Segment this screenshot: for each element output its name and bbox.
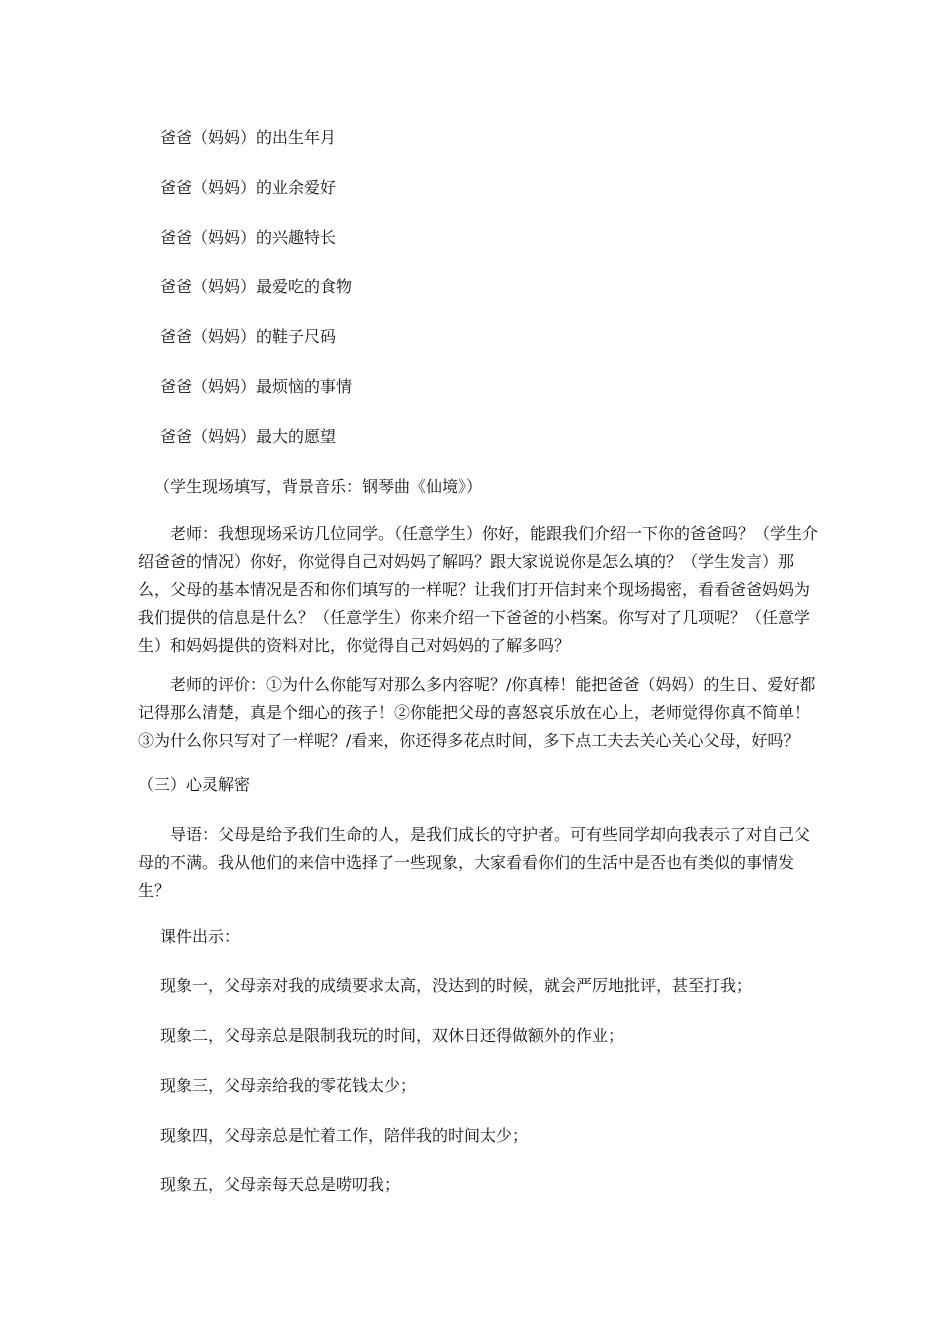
courseware-label: 课件出示： bbox=[160, 927, 241, 946]
profile-item: 爸爸（妈妈）的兴趣特长 bbox=[160, 228, 337, 247]
profile-item: 爸爸（妈妈）的业余爱好 bbox=[160, 178, 337, 197]
profile-item: 爸爸（妈妈）最烦恼的事情 bbox=[160, 377, 353, 396]
phenomenon-item: 现象五，父母亲每天总是唠叨我； bbox=[160, 1175, 401, 1194]
phenomenon-item: 现象一，父母亲对我的成绩要求太高，没达到的时候，就会严厉地批评，甚至打我； bbox=[160, 976, 753, 995]
profile-item: 爸爸（妈妈）最爱吃的食物 bbox=[160, 277, 353, 296]
profile-item: 爸爸（妈妈）的鞋子尺码 bbox=[160, 327, 337, 346]
phenomenon-item: 现象三，父母亲给我的零花钱太少； bbox=[160, 1076, 417, 1095]
section-heading: （三）心灵解密 bbox=[138, 775, 251, 794]
profile-item: 爸爸（妈妈）最大的愿望 bbox=[160, 427, 337, 446]
phenomenon-item: 现象二，父母亲总是限制我玩的时间，双休日还得做额外的作业； bbox=[160, 1026, 625, 1045]
guide-paragraph: 导语：父母是给予我们生命的人，是我们成长的守护者。可有些同学却向我表示了对自己父母的不满。我从他们的来信中选择了一些现象，大家看看你们的生活中是否也有类似的事情发生？ bbox=[138, 825, 811, 900]
teacher-interview-paragraph: 老师：我想现场采访几位同学。（任意学生）你好，能跟我们介绍一下你的爸爸吗？（学生介绍爸爸的情况）你好，你觉得自己对妈妈了解吗？跟大家说说你是怎么填的？（学生发言）那么，父母的基本情况是否和你们填写的一样呢？让我们打开信封来个现场揭密，看看爸爸妈妈为我们提供的信息是什么？（任意学生）你来介绍一下爸爸的小档案。你写对了几项呢？（任意学生）和妈妈提供的资料对比，你觉得自己对妈妈的了解多吗？ bbox=[138, 524, 819, 655]
profile-item: 爸爸（妈妈）的出生年月 bbox=[160, 128, 337, 147]
phenomenon-item: 现象四，父母亲总是忙着工作，陪伴我的时间太少； bbox=[160, 1126, 529, 1145]
stage-note: （学生现场填写，背景音乐：钢琴曲《仙境》） bbox=[154, 477, 483, 496]
teacher-evaluation-paragraph: 老师的评价：①为什么你能写对那么多内容呢？/你真棒！能把爸爸（妈妈）的生日、爱好都记得那么清楚，真是个细心的孩子！②你能把父母的喜怒哀乐放在心上，老师觉得你真不简单！③为什么你只写对了一样呢？/看来，你还得多花点时间，多下点工夫去关心关心父母，好吗？ bbox=[138, 675, 816, 750]
